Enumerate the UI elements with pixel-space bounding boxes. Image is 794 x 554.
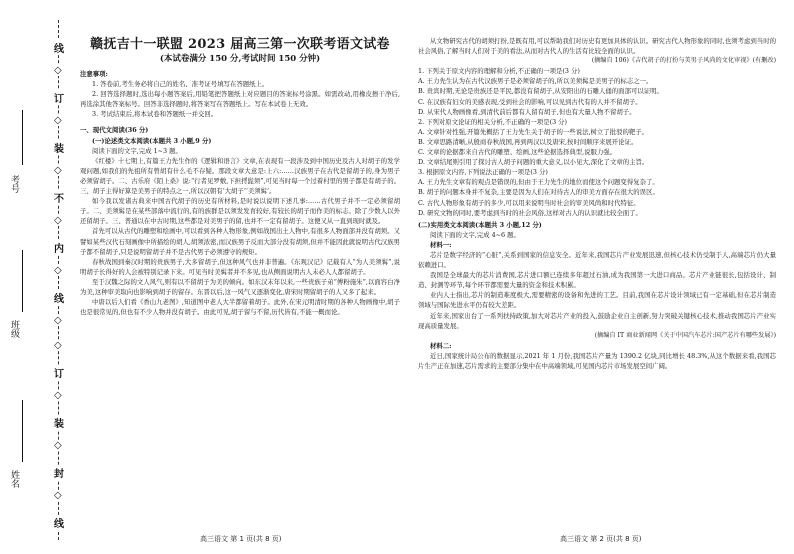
material1-text <box>418 250 776 331</box>
question-line: 1. 下列关于原文内容的理解和分析,不正确的一项是(3 分) <box>418 67 580 76</box>
passage-paragraph: 如今我以发诸古典来中国古代胡子的历史有所材料,是时说以说明下述几事:……古代男子并不一定必须留胡子。二、美须髯是在某些部落中流行的,有的族群是以须发发育较好,有较长的胡子而作美的标志。除了少数人以外还留胡子。三、普通以在中古时期,这些都是对美男子的留,也并不一定有留胡子。这便又从一直到现时就及。 <box>80 197 400 226</box>
diamond-icon: ◇ <box>54 165 62 176</box>
passage-paragraph: 春秋战国到秦汉时期的贵族男子,大多留胡子,但这种风气也并非普遍。《东观汉记》记载有人“为人美须髯”,说明胡子长得好的人会被特别记录下来。可见当时美髯者并不多见,也从侧面说明古人未必人人都留胡子。 <box>80 257 400 276</box>
question-line: D. 从宋代人物画像看,到清代前后都有人留有胡子,但也有大量人物不留胡子。 <box>418 107 636 116</box>
question-line: D. 研究文物的同时,要考虑到当时的社会风俗,这样对古人的认识就比较全面了。 <box>418 208 642 217</box>
question-line: A. 文章针对性强,开篇先概括了王力先生关于胡子的一些说法,树立了批驳的靶子。 <box>418 127 649 136</box>
diamond-icon: ◇ <box>54 65 62 76</box>
diamond-icon: ◇ <box>54 215 62 226</box>
diamond-icon: ◇ <box>54 115 62 126</box>
material2-text <box>418 351 776 371</box>
diamond-icon: ◇ <box>54 440 62 451</box>
section1-sub1: (一)论述类文本阅读(本题共 3 小题,9 分) <box>92 136 212 145</box>
footer-left: 高三语文 第 1 页(共 8 页) <box>200 535 282 543</box>
question-line: C. 文章的论据都来自古代的雕塑、绘画,这些论据选择典型,说服力强。 <box>418 148 617 157</box>
question-line: C. 在汉族有妇女的美感表现,受到社会的影响,可以见到古代有的人并不留胡子。 <box>418 97 642 106</box>
right-column <box>418 36 776 371</box>
question-line: C. 古代人物形象有胡子的多少,可以用来说明当时社会的审美风尚和时代特征。 <box>418 198 640 207</box>
question-line: 2. 下列对原文论证的相关分析,不正确的一项是(3 分) <box>418 117 568 126</box>
diamond-icon: ◇ <box>54 315 62 326</box>
exam-title: 赣抚吉十一联盟 2023 届高三第一次联考语文试卷 <box>90 37 390 52</box>
binding-char: 订 <box>54 365 64 380</box>
question-line: B. 贵宾时期,无论是贵族还是平民,都没有留胡子,从安阳出的石雕人俑的面部可以证明。 <box>418 87 663 96</box>
label-exam-no: 考号 <box>9 175 19 193</box>
binding-char: 线 <box>54 515 64 530</box>
note-item: 1. 答卷前,考生务必将自己的姓名、准考证号填写在答题纸上。 <box>92 80 269 89</box>
note-item: 3. 考试结束后,将本试卷和答题纸一并交回。 <box>92 110 218 119</box>
material1-heading: 材料一: <box>430 240 452 249</box>
passage-paragraph: 《红楼》十七期上,有篇王力先生作的《逻辑和语言》文章,在表现有一段涉及到中国历史及古人对胡子的发学观问题,如我们的先祖所有曾胡有什么毛不存疑。那段文章大意是:上六:……汉族男子在古代是留胡子的,身为男子必须留胡子。二、古乐府《陌上桑》说:“行者见罗敷,下担捋髭须”,可见当时每一个过着村里的男子都是有胡子的。三、胡子主得好算是美男子的特点之一,所以汉朝有‘大胡子’‘美须髯’。 <box>80 156 400 196</box>
passage-paragraph: 从文物研究古代的胡须打扮,是既有用,可以帮助我们对历史有更加具体的认识。研究古代人物形象的同时,也须考虑到当时的社会风俗,了解当时人们对于美的看法,从而对古代人的生活有比较全面的认识。 <box>418 37 776 56</box>
binding-char: 订 <box>54 90 64 105</box>
question-line: A. 王力先生认为在古代汉族男子是必须留胡子的,所以美须髯是美男子的标志之一。 <box>418 77 653 86</box>
binding-char: 线 <box>54 40 64 55</box>
binding-char: 封 <box>54 465 64 480</box>
section1-heading: 一、现代文阅读(36 分) <box>80 126 149 135</box>
binding-char: 装 <box>54 140 64 155</box>
exam-no-field[interactable] <box>22 110 23 165</box>
passage-continued <box>418 36 776 56</box>
left-column <box>80 28 400 317</box>
citation-2: (摘编自 IT 商业新闻网《关于中国汽车芯片:国产芯片有哪些发展》) <box>594 331 776 339</box>
label-class: 班级 <box>9 320 19 338</box>
notes-list <box>80 79 400 119</box>
material-paragraph: 近日,国家统计局公布的数据显示,2021 年 1 月份,我国芯片产量为 1390.2 亿块,同比增长 48.3%,从这个数据来看,我国芯片生产正在加速,芯片需求的主要部分集中在中高端领域,可见国内芯片市场发展空间广阔。 <box>418 351 776 370</box>
footer-right: 高三语文 第 2 页(共 8 页) <box>560 535 642 543</box>
section1-instruction: 阅读下面的文字,完成 1~3 题。 <box>92 146 182 155</box>
binding-char: 装 <box>54 415 64 430</box>
material2-heading: 材料二: <box>430 341 452 350</box>
section1-passage <box>80 156 400 318</box>
passage-paragraph: 首先可以从古代的雕塑和绘画中,可以看到各种人物形象,例如战国出土人物中,有很多人物面部并没有胡须。又譬如某些汉代石刻画像中所描绘的胡人,胡须浓密,而汉族男子反而大部分没有胡须,但并不能因此就说明古代汉族男子都不留胡子,只是说明留胡子并不是古代男子必须遵守的规矩。 <box>80 227 400 256</box>
material-paragraph: 近年来,国家出台了一系列扶持政策,加大对芯片产业的投入,鼓励企业自主创新,努力突破关键核心技术,推动我国芯片产业实现高质量发展。 <box>418 311 776 330</box>
material-paragraph: 业内人士指出,芯片的制造难度极大,需要精密的设备和先进的工艺。目前,我国在芯片设计领域已有一定基础,但在芯片制造领域与国际先进水平仍有较大差距。 <box>418 291 776 310</box>
diamond-icon: ◇ <box>54 340 62 351</box>
diamond-icon: ◇ <box>54 390 62 401</box>
question-line: B. 胡子的问题本身并不复杂,主要是因为人们在对待古人的审美方面存在很大的误区。 <box>418 188 659 197</box>
label-name: 姓名 <box>9 470 19 488</box>
binding-margin <box>0 0 78 554</box>
section1-sub2: (二)实用类文本阅读(本题共 3 小题,12 分) <box>418 220 542 229</box>
note-item: 2. 回答选择题时,选出每小题答案后,用铅笔把答题纸上对应题目的答案标号涂黑。如需改动,用橡皮擦干净后,再选涂其他答案标号。回答非选择题时,将答案写在答题纸上。写在本试卷上无效。 <box>80 90 400 109</box>
passage-paragraph: 中唐以后人们看《香山九老图》,知道图中老人大半都留着胡子。此外,在宋元明清时期的各种人物画像中,胡子也是很常见的,但也有不少人物并没有胡子。由此可见,胡子留与不留,历代皆有,不能一概而论。 <box>80 298 400 317</box>
name-field[interactable] <box>22 400 23 462</box>
class-field[interactable] <box>22 250 23 312</box>
passage-paragraph: 至于汉魏之际的文人风气,则有以不留胡子为美的倾向。如东汉末年以来,一些贵族子弟“傅粉施朱”,以面容白净为美,这种审美取向也影响到胡子的留存。东晋以后,这一风气又逐渐变化,唐宋时期留胡子的人又多了起来。 <box>80 277 400 296</box>
binding-char: 线 <box>54 290 64 305</box>
question-line: D. 文章结尾则引用了探讨古人胡子问题的重大意义,以小见大,深化了文章的主旨。 <box>418 158 649 167</box>
question-line: 3. 根据原文内容,下列说法正确的一项是(3 分) <box>418 168 548 177</box>
citation-1: (摘编自 106)《吉代胡子的打扮与美男子风尚的文化审视》(有删改) <box>591 57 776 65</box>
questions-1-3 <box>418 66 776 217</box>
question-line: B. 文章思路清晰,从殷商春秋战国,再到两汉以及唐宋,按时间顺序来展开论证。 <box>418 137 638 146</box>
binding-char: 内 <box>54 240 64 255</box>
diamond-icon: ◇ <box>54 490 62 501</box>
diamond-icon: ◇ <box>54 265 62 276</box>
question-line: A. 王力先生文章有的观点是错误的,但由于王力先生的地位而使这个问题变得复杂了。 <box>418 178 659 187</box>
material-paragraph: 芯片是数字经济的“心脏”,关系到国家的信息安全。近年来,我国芯片产业发展迅速,但核心技术仍受制于人,高端芯片仍大量依赖进口。 <box>418 250 776 270</box>
section2-instruction: 阅读下面的文字,完成 4~6 题。 <box>430 230 520 239</box>
exam-subtitle: (本试卷满分 150 分,考试时间 150 分钟) <box>159 54 321 64</box>
binding-char: 不 <box>54 190 64 205</box>
material-paragraph: 我国是全球最大的芯片消费国,芯片进口额已连续多年超过石油,成为我国第一大进口商品。芯片产业链很长,包括设计、制造、封测等环节,每个环节都需要大量的资金和技术积累。 <box>418 271 776 290</box>
notes-heading: 注意事项: <box>80 70 108 78</box>
